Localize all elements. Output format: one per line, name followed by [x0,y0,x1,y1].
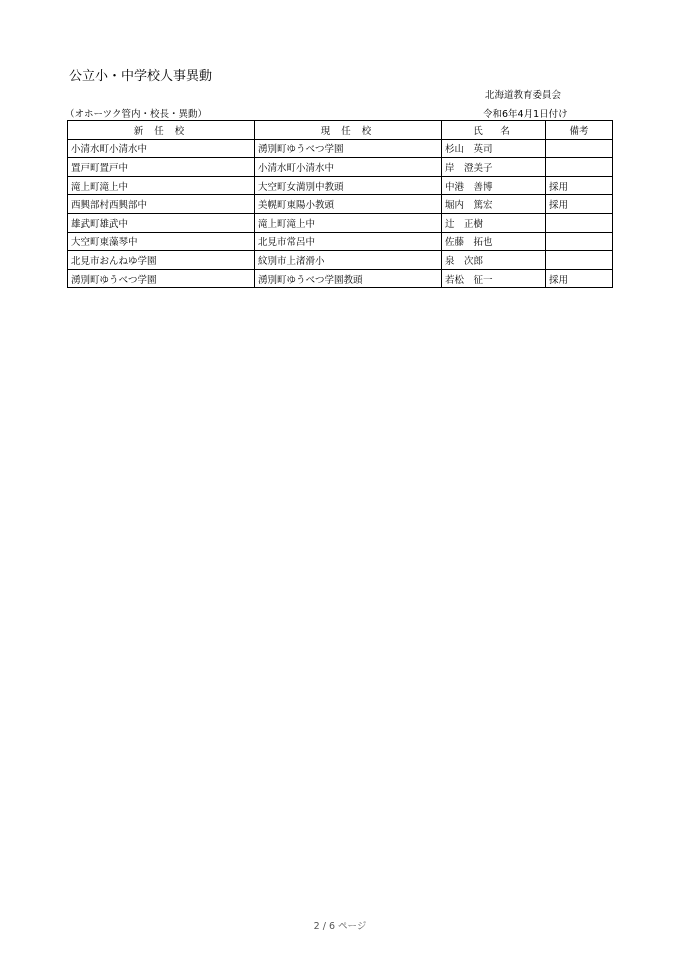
document-title: 公立小・中学校人事異動 [69,69,213,84]
issuing-organization: 北海道教育委員会 [485,90,562,101]
table-row [68,251,613,270]
current-school-cell: 湧別町ゆうべつ学園教頭 [255,269,442,288]
current-school-cell: 滝上町滝上中 [255,213,442,232]
table-row [68,195,613,214]
table-row [68,139,613,158]
remarks-cell [546,251,613,270]
table-row [68,269,613,288]
table-row [68,158,613,177]
remarks-cell [546,139,613,158]
new-school-cell: 北見市おんねゆ学園 [68,251,255,270]
document-subtitle: （オホーツク管内・校長・異動） [65,109,208,120]
name-cell: 佐藤 拓也 [442,232,546,251]
remarks-cell [546,232,613,251]
new-school-cell: 大空町東藻琴中 [68,232,255,251]
header-name: 氏 名 [442,121,546,140]
table-row [68,232,613,251]
name-cell: 辻 正樹 [442,213,546,232]
table-row [68,176,613,195]
name-cell: 岸 澄美子 [442,158,546,177]
remarks-cell [546,158,613,177]
name-cell: 堀内 篤宏 [442,195,546,214]
current-school-cell: 湧別町ゆうべつ学園 [255,139,442,158]
current-school-cell: 大空町女満別中教頭 [255,176,442,195]
current-school-cell: 小清水町小清水中 [255,158,442,177]
name-cell: 泉 次郎 [442,251,546,270]
new-school-cell: 湧別町ゆうべつ学園 [68,269,255,288]
new-school-cell: 西興部村西興部中 [68,195,255,214]
current-school-cell: 美幌町東陽小教頭 [255,195,442,214]
new-school-cell: 雄武町雄武中 [68,213,255,232]
page-indicator: 2 / 6 ページ [313,921,367,932]
remarks-cell: 採用 [546,269,613,288]
remarks-cell: 採用 [546,195,613,214]
personnel-table [67,120,613,288]
new-school-cell: 置戸町置戸中 [68,158,255,177]
name-cell: 杉山 英司 [442,139,546,158]
table-header-row [68,121,613,140]
new-school-cell: 小清水町小清水中 [68,139,255,158]
current-school-cell: 北見市常呂中 [255,232,442,251]
header-new-school: 新 任 校 [68,121,255,140]
remarks-cell [546,213,613,232]
table-row [68,213,613,232]
effective-date: 令和6年4月1日付け [483,109,568,120]
header-remarks: 備考 [546,121,613,140]
new-school-cell: 滝上町滝上中 [68,176,255,195]
name-cell: 中港 善博 [442,176,546,195]
current-school-cell: 紋別市上渚滑小 [255,251,442,270]
name-cell: 若松 征一 [442,269,546,288]
remarks-cell: 採用 [546,176,613,195]
header-current-school: 現 任 校 [255,121,442,140]
